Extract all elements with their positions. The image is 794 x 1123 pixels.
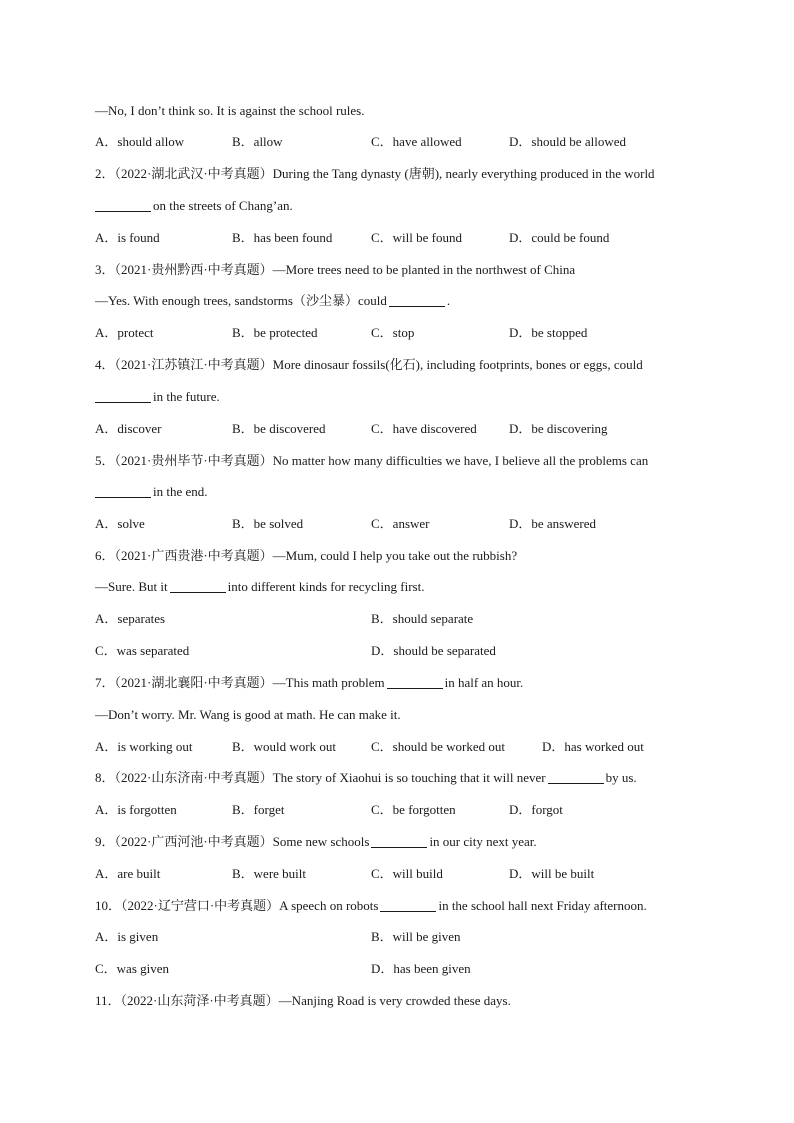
q7-reply-text: —Don’t worry. Mr. Wang is good at math. He can make it. bbox=[95, 707, 401, 722]
q9-options bbox=[95, 864, 715, 884]
q10-stem-tail: in the school hall next Friday afternoon. bbox=[438, 898, 647, 913]
q5-option-a[interactable]: A．solve bbox=[95, 516, 145, 531]
q8-option-d[interactable]: D．forgot bbox=[509, 802, 563, 817]
q9-option-b[interactable]: B．were built bbox=[232, 866, 307, 881]
q7-option-d[interactable]: D．has worked out bbox=[542, 739, 644, 754]
q4-stem-tail: in the future. bbox=[153, 389, 220, 404]
q5-options bbox=[95, 514, 715, 534]
q2-stem-tail: on the streets of Chang’an. bbox=[153, 198, 293, 213]
q3-blank bbox=[389, 293, 445, 307]
q2-stem-cont bbox=[95, 196, 715, 216]
q3-option-a[interactable]: A．protect bbox=[95, 325, 154, 340]
q10-options-row1 bbox=[95, 927, 715, 947]
q7-option-b[interactable]: B．would work out bbox=[232, 739, 337, 754]
q6-options-row1 bbox=[95, 609, 715, 629]
q7-option-a[interactable]: A．is working out bbox=[95, 739, 193, 754]
q5-stem-text: 5．（2021·贵州毕节·中考真题）No matter how many difficulties we have, I believe all the problems can bbox=[95, 453, 649, 468]
q9-blank bbox=[371, 834, 427, 848]
q7-stem-cont bbox=[95, 705, 715, 725]
q2-option-b[interactable]: B．has been found bbox=[232, 230, 333, 245]
q1-option-d[interactable]: D．should be allowed bbox=[509, 134, 626, 149]
q6-option-c[interactable]: C．was separated bbox=[95, 643, 190, 658]
q1-option-a[interactable]: A．should allow bbox=[95, 134, 185, 149]
q8-option-c[interactable]: C．be forgotten bbox=[371, 802, 456, 817]
q7-stem-text: 7．（2021·湖北襄阳·中考真题）—This math problem bbox=[95, 675, 385, 690]
q3-option-b[interactable]: B．be protected bbox=[232, 325, 318, 340]
q10-option-a[interactable]: A．is given bbox=[95, 929, 159, 944]
q4-option-d[interactable]: D．be discovering bbox=[509, 421, 608, 436]
q11-stem bbox=[95, 991, 715, 1011]
q10-option-b[interactable]: B．will be given bbox=[371, 929, 461, 944]
q5-option-c[interactable]: C．answer bbox=[371, 516, 430, 531]
q4-option-b[interactable]: B．be discovered bbox=[232, 421, 326, 436]
q11-stem-text: 11．（2022·山东菏泽·中考真题）—Nanjing Road is very crowded these days. bbox=[95, 993, 511, 1008]
q6-option-d[interactable]: D．should be separated bbox=[371, 643, 496, 658]
q6-blank bbox=[170, 579, 226, 593]
q6-stem-cont bbox=[95, 577, 715, 597]
q7-stem-tail: in half an hour. bbox=[444, 675, 524, 690]
q9-option-d[interactable]: D．will be built bbox=[509, 866, 595, 881]
q8-option-b[interactable]: B．forget bbox=[232, 802, 285, 817]
q7-option-c[interactable]: C．should be worked out bbox=[371, 739, 505, 754]
q4-stem-text: 4．（2021·江苏镇江·中考真题）More dinosaur fossils(化石), including footprints, bones or eggs, could bbox=[95, 357, 643, 372]
q8-stem-tail: by us. bbox=[605, 770, 637, 785]
q1-option-c[interactable]: C．have allowed bbox=[371, 134, 462, 149]
q2-options bbox=[95, 228, 715, 248]
q4-stem-cont bbox=[95, 387, 715, 407]
q8-options bbox=[95, 800, 715, 820]
q10-blank bbox=[380, 898, 436, 912]
q6-stem-tail: into different kinds for recycling first. bbox=[227, 579, 425, 594]
q3-stem-mid: —Yes. With enough trees, sandstorms（沙尘暴）could bbox=[95, 293, 387, 308]
q4-stem bbox=[95, 355, 715, 375]
q1-answer-text: —No, I don’t think so. It is against the school rules. bbox=[95, 103, 365, 118]
q5-stem-tail: in the end. bbox=[153, 484, 208, 499]
q6-stem-mid: —Sure. But it bbox=[95, 579, 168, 594]
q3-stem bbox=[95, 260, 715, 280]
q2-option-c[interactable]: C．will be found bbox=[371, 230, 462, 245]
q9-option-a[interactable]: A．are built bbox=[95, 866, 161, 881]
q10-stem-text: 10．（2022·辽宁营口·中考真题）A speech on robots bbox=[95, 898, 379, 913]
q4-option-a[interactable]: A．discover bbox=[95, 421, 162, 436]
q2-option-a[interactable]: A．is found bbox=[95, 230, 160, 245]
q3-options bbox=[95, 323, 715, 343]
q1-options bbox=[95, 132, 715, 152]
q9-option-c[interactable]: C．will build bbox=[371, 866, 443, 881]
q2-blank bbox=[95, 198, 151, 212]
q2-option-d[interactable]: D．could be found bbox=[509, 230, 610, 245]
q2-stem-text: 2．（2022·湖北武汉·中考真题）During the Tang dynasty (唐朝), nearly everything produced in the world bbox=[95, 166, 655, 181]
q1-option-b[interactable]: B．allow bbox=[232, 134, 283, 149]
q4-blank bbox=[95, 389, 151, 403]
q4-option-c[interactable]: C．have discovered bbox=[371, 421, 477, 436]
q10-option-d[interactable]: D．has been given bbox=[371, 961, 471, 976]
q6-option-a[interactable]: A．separates bbox=[95, 611, 166, 626]
q9-stem bbox=[95, 832, 715, 852]
q3-stem-text: 3．（2021·贵州黔西·中考真题）—More trees need to be planted in the northwest of China bbox=[95, 262, 576, 277]
q5-stem bbox=[95, 451, 715, 471]
q5-option-b[interactable]: B．be solved bbox=[232, 516, 304, 531]
q3-stem-cont bbox=[95, 291, 715, 311]
q9-stem-tail: in our city next year. bbox=[429, 834, 537, 849]
q9-stem-text: 9．（2022·广西河池·中考真题）Some new schools bbox=[95, 834, 370, 849]
q3-option-c[interactable]: C．stop bbox=[371, 325, 415, 340]
q5-stem-cont bbox=[95, 482, 715, 502]
q1-answer-line bbox=[95, 101, 715, 121]
q10-stem bbox=[95, 896, 715, 916]
q7-blank bbox=[387, 675, 443, 689]
q7-stem bbox=[95, 673, 715, 693]
q5-option-d[interactable]: D．be answered bbox=[509, 516, 596, 531]
q8-blank bbox=[548, 770, 604, 784]
q10-options-row2 bbox=[95, 959, 715, 979]
q6-stem bbox=[95, 546, 715, 566]
q5-blank bbox=[95, 484, 151, 498]
q2-stem bbox=[95, 164, 715, 184]
q8-stem bbox=[95, 768, 715, 788]
q3-option-d[interactable]: D．be stopped bbox=[509, 325, 588, 340]
q4-options bbox=[95, 419, 715, 439]
q6-option-b[interactable]: B．should separate bbox=[371, 611, 474, 626]
q8-stem-text: 8．（2022·山东济南·中考真题）The story of Xiaohui is so touching that it will never bbox=[95, 770, 546, 785]
q6-stem-text: 6．（2021·广西贵港·中考真题）—Mum, could I help you take out the rubbish? bbox=[95, 548, 518, 563]
q7-options bbox=[95, 737, 715, 757]
q10-option-c[interactable]: C．was given bbox=[95, 961, 170, 976]
q3-stem-tail: . bbox=[446, 293, 451, 308]
q6-options-row2 bbox=[95, 641, 715, 661]
q8-option-a[interactable]: A．is forgotten bbox=[95, 802, 177, 817]
